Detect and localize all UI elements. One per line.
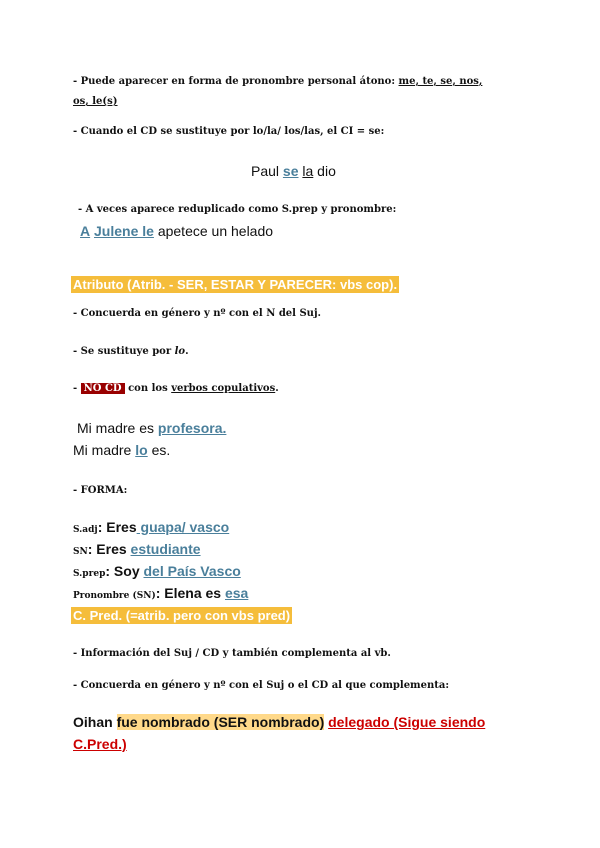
- line-concuerda-cd: - Concuerda en género y nº con el Suj o el CD al que complementa:: [73, 680, 450, 691]
- line-concuerda-suj: - Concuerda en género y nº con el N del Suj.: [73, 308, 322, 319]
- line-pronombre-atono: - Puede aparecer en forma de pronombre personal átono: me, te, se, nos,: [73, 76, 483, 87]
- line-pronombre-atono-cont: os, le(s): [73, 96, 118, 107]
- example-paul: Paul se la dio: [251, 163, 336, 179]
- forma-sn: SN: Eres estudiante: [73, 541, 201, 557]
- line-no-cd: - NO CD con los verbos copulativos.: [73, 383, 279, 394]
- pronoun-list: me, te, se, nos,: [398, 76, 483, 87]
- example-oihan: Oihan fue nombrado (SER nombrado) delegado (Sigue siendo: [73, 714, 486, 730]
- example-madre-profesora: Mi madre es profesora.: [77, 420, 227, 436]
- line-reduplicado: - A veces aparece reduplicado como S.prep y pronombre:: [78, 204, 397, 215]
- line-forma: - FORMA:: [73, 485, 128, 496]
- forma-pronombre: Pronombre (SN): Elena es esa: [73, 585, 249, 601]
- example-julene: A Julene le apetece un helado: [80, 223, 274, 239]
- heading-atributo: Atributo (Atrib. - SER, ESTAR Y PARECER: vbs cop).: [73, 277, 398, 292]
- line-sustituye-lo: - Se sustituye por lo.: [73, 346, 189, 357]
- forma-sadj: S.adj: Eres guapa/ vasco: [73, 519, 230, 535]
- line-cd-sustituye: - Cuando el CD se sustituye por lo/la/ los/las, el CI = se:: [73, 126, 385, 137]
- example-oihan-cont: C.Pred.): [73, 736, 127, 752]
- line-informacion: - Información del Suj / CD y también complementa al vb.: [73, 648, 391, 659]
- example-madre-lo: Mi madre lo es.: [73, 442, 171, 458]
- forma-sprep: S.prep: Soy del País Vasco: [73, 563, 241, 579]
- no-cd-badge: NO CD: [81, 383, 125, 394]
- heading-cpred: C. Pred. (=atrib. pero con vbs pred): [73, 608, 291, 623]
